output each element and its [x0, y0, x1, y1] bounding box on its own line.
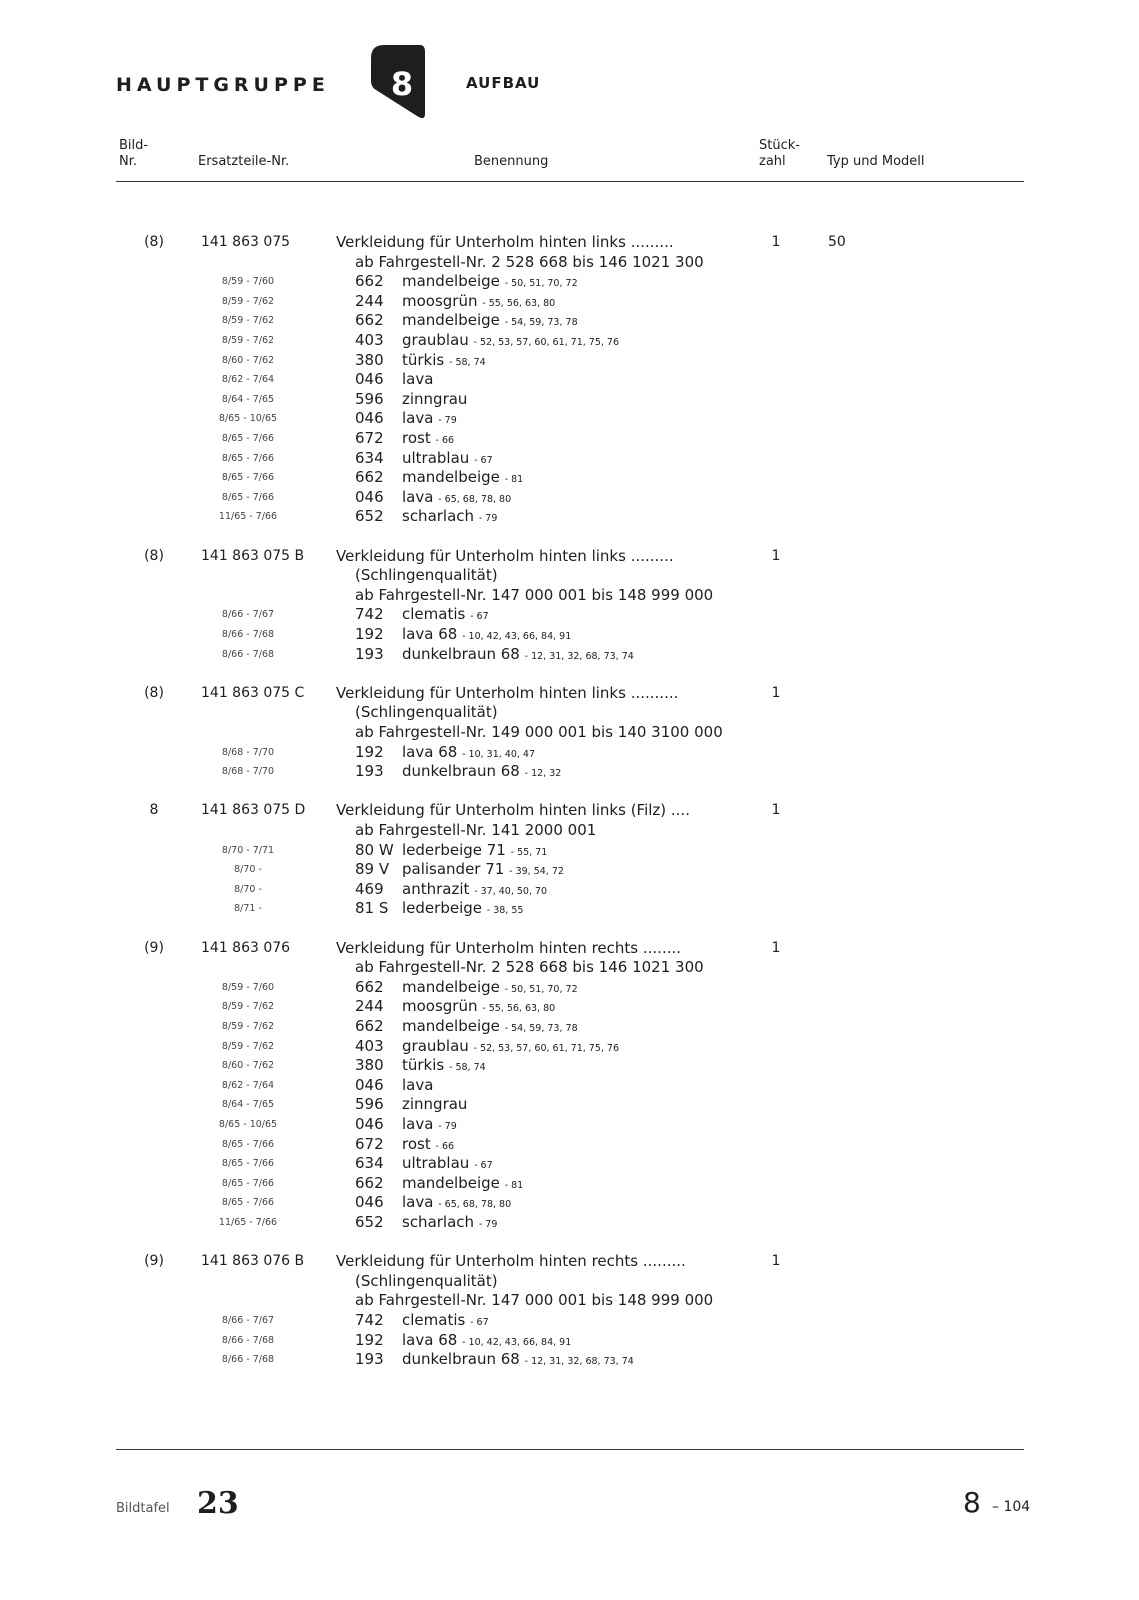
color-row [0, 761, 1139, 781]
quantity: 1 [771, 939, 781, 956]
bild-nr: (9) [144, 939, 164, 956]
color-row [0, 879, 1139, 899]
color-row [0, 644, 1139, 664]
model-list: - 58, 74 [449, 356, 486, 368]
date-range: 8/65 - 7/66 [221, 491, 275, 503]
date-range: 8/65 - 7/66 [221, 452, 275, 464]
col-header-benennung: Benennung [474, 154, 549, 169]
color-row [0, 1075, 1139, 1095]
color-name: zinngrau [402, 1095, 468, 1114]
part-subline [0, 252, 1139, 272]
color-row [0, 1330, 1139, 1350]
color-name: lava [402, 370, 434, 389]
color-name: lederbeige 71 [402, 840, 506, 859]
color-code: 380 [355, 350, 384, 369]
part-description: Verkleidung für Unterholm hinten rechts ........ [336, 938, 682, 957]
color-name: graublau [402, 1036, 469, 1055]
part-number: 141 863 076 B [201, 1253, 305, 1270]
date-range: 8/60 - 7/62 [221, 354, 275, 366]
part-description: Verkleidung für Unterholm hinten links (Filz) .... [336, 801, 690, 820]
color-entry [402, 761, 561, 784]
model-list: - 52, 53, 57, 60, 61, 71, 75, 76 [473, 1042, 619, 1054]
color-code: 662 [355, 1173, 384, 1192]
color-code: 662 [355, 272, 384, 291]
date-range: 8/65 - 7/66 [221, 472, 275, 484]
part-row [0, 232, 1139, 252]
date-range: 8/65 - 7/66 [221, 1197, 275, 1209]
color-name: rost [402, 429, 431, 447]
col-header-stueck-line2: zahl [759, 154, 786, 169]
color-code: 81 S [355, 899, 389, 918]
part-subline-text: ab Fahrgestell-Nr. 2 528 668 bis 146 1021 300 [355, 252, 704, 271]
color-name: clematis [402, 1311, 466, 1329]
color-code: 469 [355, 879, 384, 898]
footer-label: Bildtafel [116, 1501, 170, 1516]
part-row [0, 800, 1139, 820]
color-entry [402, 644, 634, 667]
color-code: 596 [355, 1095, 384, 1114]
color-name: mandelbeige [402, 1017, 500, 1035]
quantity: 1 [771, 234, 781, 250]
color-code: 403 [355, 331, 384, 349]
color-code: 244 [355, 997, 384, 1016]
color-row [0, 330, 1139, 350]
color-code: 046 [355, 1193, 384, 1212]
color-name: ultrablau [402, 448, 470, 467]
date-range: 8/59 - 7/62 [221, 335, 275, 346]
color-row [0, 506, 1139, 526]
color-code: 046 [355, 1075, 384, 1094]
date-range: 8/60 - 7/62 [221, 1060, 275, 1072]
color-name: moosgrün [402, 291, 478, 310]
color-row [0, 1310, 1139, 1330]
model-list: - 67 [474, 454, 493, 466]
model-list: - 79 [478, 1219, 498, 1230]
date-range: 8/64 - 7/65 [221, 393, 275, 405]
color-code: 046 [355, 370, 384, 389]
date-range: 8/64 - 7/65 [221, 1099, 275, 1111]
color-code: 742 [355, 1311, 384, 1329]
date-range: 8/59 - 7/62 [221, 295, 275, 307]
part-subline-text: ab Fahrgestell-Nr. 147 000 001 bis 148 999 000 [355, 1291, 714, 1310]
color-row [0, 1212, 1139, 1232]
model-list: - 65, 68, 78, 80 [438, 1199, 512, 1211]
part-subline [0, 820, 1139, 840]
part-subline-text: ab Fahrgestell-Nr. 141 2000 001 [355, 821, 597, 839]
model-list: - 54, 59, 73, 78 [504, 317, 578, 329]
model-list: - 50, 51, 70, 72 [504, 983, 578, 995]
color-name: clematis [402, 605, 466, 624]
date-range: 8/70 - [234, 864, 262, 876]
color-code: 244 [355, 291, 384, 310]
date-range: 8/62 - 7/64 [221, 1079, 275, 1091]
part-subline [0, 702, 1139, 722]
model-list: - 81 [504, 1179, 524, 1191]
color-row [0, 369, 1139, 389]
model-list: - 79 [478, 513, 498, 525]
color-name: mandelbeige [402, 311, 500, 330]
model-list: - 50, 51, 70, 72 [504, 278, 578, 290]
quantity: 1 [771, 684, 781, 701]
part-row [0, 683, 1139, 703]
part-number: 141 863 075 B [201, 547, 305, 564]
color-name: lederbeige [402, 899, 482, 918]
model-list: - 66 [435, 435, 455, 446]
part-subline [0, 585, 1139, 605]
bild-nr: (9) [144, 1253, 164, 1270]
color-name: lava [402, 487, 434, 506]
color-name: zinngrau [402, 389, 468, 408]
model-list: - 12, 31, 32, 68, 73, 74 [524, 650, 634, 662]
color-code: 192 [355, 742, 384, 761]
footer-page-sub: – 104 [992, 1499, 1031, 1515]
color-name: mandelbeige [402, 468, 500, 487]
color-name: lava [402, 1075, 434, 1094]
model-list: - 55, 56, 63, 80 [482, 1003, 556, 1015]
color-entry [402, 1075, 433, 1095]
color-code: 192 [355, 1330, 384, 1349]
color-code: 672 [355, 429, 384, 447]
date-range: 11/65 - 7/66 [218, 1217, 278, 1228]
part-description: Verkleidung für Unterholm hinten links ......... [336, 233, 674, 251]
part-subline-text: ab Fahrgestell-Nr. 149 000 001 bis 140 3100 000 [355, 723, 723, 741]
date-range: 8/59 - 7/62 [221, 1001, 275, 1013]
color-code: 634 [355, 1154, 384, 1173]
color-row [0, 350, 1139, 370]
part-subline [0, 565, 1139, 585]
color-row [0, 271, 1139, 291]
color-row [0, 291, 1139, 311]
part-subline-text: (Schlingenqualität) [355, 566, 498, 585]
color-name: dunkelbraun 68 [402, 1350, 520, 1369]
group-name: AUFBAU [466, 74, 541, 92]
color-name: palisander 71 [402, 860, 505, 879]
color-entry [402, 1094, 467, 1114]
quantity: 1 [771, 547, 781, 564]
color-row [0, 467, 1139, 487]
part-number: 141 863 075 D [201, 802, 306, 819]
model-list: - 79 [438, 415, 457, 427]
color-code: 403 [355, 1036, 384, 1055]
part-subline [0, 957, 1139, 977]
col-header-bild [119, 138, 148, 170]
bild-nr: (8) [144, 547, 164, 564]
col-header-bild-line2: Nr. [119, 154, 138, 169]
color-name: türkis [402, 1056, 445, 1075]
model-list: - 58, 74 [449, 1062, 486, 1074]
color-entry [402, 506, 497, 529]
date-range: 8/65 - 7/66 [221, 1177, 275, 1189]
color-code: 193 [355, 762, 384, 781]
footer-rule [116, 1449, 1024, 1450]
model-list: - 54, 59, 73, 78 [504, 1023, 578, 1034]
color-row [0, 1173, 1139, 1193]
date-range: 11/65 - 7/66 [218, 511, 278, 523]
color-code: 380 [355, 1056, 384, 1075]
col-header-stueck-line1: Stück- [759, 138, 800, 153]
model-list: - 67 [470, 611, 489, 623]
date-range: 8/66 - 7/68 [221, 648, 275, 660]
color-entry [402, 1212, 497, 1235]
date-range: 8/71 - [234, 903, 262, 915]
model-list: - 10, 31, 40, 47 [462, 748, 535, 760]
col-header-typ: Typ und Modell [827, 154, 925, 169]
color-row [0, 1349, 1139, 1369]
quantity: 1 [771, 1253, 781, 1270]
color-row [0, 977, 1139, 997]
color-code: 662 [355, 1017, 384, 1035]
model-list: - 37, 40, 50, 70 [474, 885, 548, 897]
part-subline [0, 1290, 1139, 1310]
model-list: - 55, 71 [510, 846, 548, 858]
color-name: mandelbeige [402, 1173, 500, 1192]
color-name: dunkelbraun 68 [402, 762, 520, 781]
color-entry [402, 898, 523, 921]
color-name: lava [402, 409, 434, 428]
bild-nr: (8) [144, 234, 164, 250]
color-code: 662 [355, 977, 384, 996]
color-name: rost [402, 1134, 431, 1153]
col-header-bild-line1: Bild- [119, 138, 149, 153]
date-range: 8/70 - 7/71 [221, 844, 275, 856]
model-list: - 10, 42, 43, 66, 84, 91 [462, 631, 572, 642]
color-name: ultrablau [402, 1154, 470, 1173]
color-row [0, 1036, 1139, 1056]
color-row [0, 996, 1139, 1016]
color-row [0, 310, 1139, 330]
model-list: - 10, 42, 43, 66, 84, 91 [462, 1336, 572, 1348]
part-number: 141 863 075 C [201, 684, 305, 701]
color-row [0, 859, 1139, 879]
col-header-ersatzteil: Ersatzteile-Nr. [198, 154, 290, 169]
color-code: 046 [355, 409, 384, 428]
color-code: 80 W [355, 840, 394, 859]
footer-page-main: 8 [963, 1486, 981, 1519]
model-list: - 67 [470, 1317, 489, 1328]
color-code: 652 [355, 1213, 384, 1231]
part-subline-text: ab Fahrgestell-Nr. 147 000 001 bis 148 999 000 [355, 585, 714, 604]
model-list: - 79 [438, 1121, 457, 1132]
color-row [0, 604, 1139, 624]
color-code: 046 [355, 487, 384, 506]
col-header-stueckzahl [759, 138, 800, 170]
color-row [0, 408, 1139, 428]
date-range: 8/65 - 7/66 [221, 1158, 275, 1170]
color-row [0, 487, 1139, 507]
color-name: lava 68 [402, 1330, 458, 1349]
color-entry [402, 1349, 634, 1372]
model-list: - 65, 68, 78, 80 [438, 493, 512, 505]
model-list: - 52, 53, 57, 60, 61, 71, 75, 76 [473, 337, 619, 348]
color-row [0, 1114, 1139, 1134]
color-name: scharlach [402, 507, 475, 526]
date-range: 8/59 - 7/62 [221, 1040, 275, 1052]
model-list: - 12, 32 [524, 768, 562, 780]
color-entry [402, 369, 433, 389]
color-name: anthrazit [402, 879, 470, 898]
header-rule [116, 181, 1024, 182]
date-range: 8/65 - 10/65 [218, 1119, 278, 1130]
color-name: mandelbeige [402, 977, 500, 996]
model-list: - 81 [504, 474, 524, 486]
color-row [0, 1134, 1139, 1154]
part-number: 141 863 075 [201, 234, 291, 250]
date-range: 8/59 - 7/60 [221, 981, 275, 993]
color-row [0, 1016, 1139, 1036]
date-range: 8/65 - 7/66 [221, 1138, 275, 1150]
part-subline-text: ab Fahrgestell-Nr. 2 528 668 bis 146 1021 300 [355, 958, 704, 977]
color-row [0, 389, 1139, 409]
color-code: 652 [355, 507, 384, 526]
color-name: scharlach [402, 1213, 475, 1231]
date-range: 8/65 - 10/65 [218, 413, 278, 425]
part-number: 141 863 076 [201, 939, 291, 956]
color-name: lava 68 [402, 742, 458, 761]
part-row [0, 938, 1139, 958]
hauptgruppe-title: HAUPTGRUPPE [116, 74, 330, 96]
color-row [0, 840, 1139, 860]
color-row [0, 1094, 1139, 1114]
date-range: 8/66 - 7/67 [221, 609, 275, 621]
date-range: 8/70 - [234, 883, 262, 895]
color-name: türkis [402, 350, 445, 369]
color-code: 89 V [355, 860, 390, 879]
color-code: 193 [355, 644, 384, 663]
date-range: 8/65 - 7/66 [221, 433, 275, 444]
color-code: 192 [355, 625, 384, 643]
color-name: graublau [402, 331, 469, 349]
date-range: 8/62 - 7/64 [221, 374, 275, 386]
model-list: - 39, 54, 72 [509, 866, 564, 878]
part-row [0, 1251, 1139, 1271]
color-name: lava [402, 1193, 434, 1212]
date-range: 8/68 - 7/70 [221, 766, 275, 778]
color-code: 662 [355, 468, 384, 487]
color-name: lava [402, 1115, 434, 1133]
bild-nr: (8) [144, 684, 164, 701]
color-row [0, 742, 1139, 762]
color-code: 046 [355, 1115, 384, 1133]
color-row [0, 898, 1139, 918]
group-badge [370, 44, 426, 120]
model-list: - 12, 31, 32, 68, 73, 74 [524, 1356, 634, 1368]
color-row [0, 448, 1139, 468]
color-code: 596 [355, 389, 384, 408]
group-number: 8 [390, 65, 414, 103]
color-code: 634 [355, 448, 384, 467]
color-code: 672 [355, 1134, 384, 1153]
date-range: 8/59 - 7/62 [221, 1021, 275, 1032]
color-row [0, 1192, 1139, 1212]
part-subline-text: (Schlingenqualität) [355, 1271, 498, 1290]
color-name: moosgrün [402, 997, 478, 1016]
part-subline-text: (Schlingenqualität) [355, 703, 498, 722]
color-row [0, 1153, 1139, 1173]
footer-tafel-number: 23 [197, 1486, 239, 1521]
bild-nr: 8 [149, 802, 159, 819]
color-code: 662 [355, 311, 384, 330]
color-row [0, 428, 1139, 448]
group-badge-shape [370, 44, 426, 120]
part-subline [0, 1271, 1139, 1291]
model-list: - 66 [435, 1140, 455, 1152]
color-code: 193 [355, 1350, 384, 1369]
color-name: lava 68 [402, 625, 458, 643]
model-list: - 38, 55 [486, 905, 524, 917]
part-subline [0, 722, 1139, 742]
date-range: 8/66 - 7/68 [221, 629, 275, 640]
color-row [0, 624, 1139, 644]
part-description: Verkleidung für Unterholm hinten links ......... [336, 546, 674, 565]
date-range: 8/66 - 7/68 [221, 1334, 275, 1346]
color-entry [402, 389, 467, 409]
model-list: - 55, 56, 63, 80 [482, 297, 556, 309]
date-range: 8/68 - 7/70 [221, 746, 275, 758]
date-range: 8/59 - 7/60 [221, 276, 275, 288]
date-range: 8/66 - 7/68 [221, 1354, 275, 1366]
date-range: 8/66 - 7/67 [221, 1315, 275, 1326]
part-row [0, 546, 1139, 566]
color-code: 742 [355, 605, 384, 624]
date-range: 8/59 - 7/62 [221, 315, 275, 327]
part-description: Verkleidung für Unterholm hinten rechts ......... [336, 1252, 686, 1271]
color-name: dunkelbraun 68 [402, 644, 520, 663]
part-description: Verkleidung für Unterholm hinten links .......... [336, 683, 679, 702]
typ-modell: 50 [828, 234, 846, 250]
model-list: - 67 [474, 1160, 493, 1172]
color-name: mandelbeige [402, 272, 500, 291]
color-row [0, 1055, 1139, 1075]
quantity: 1 [771, 802, 781, 819]
